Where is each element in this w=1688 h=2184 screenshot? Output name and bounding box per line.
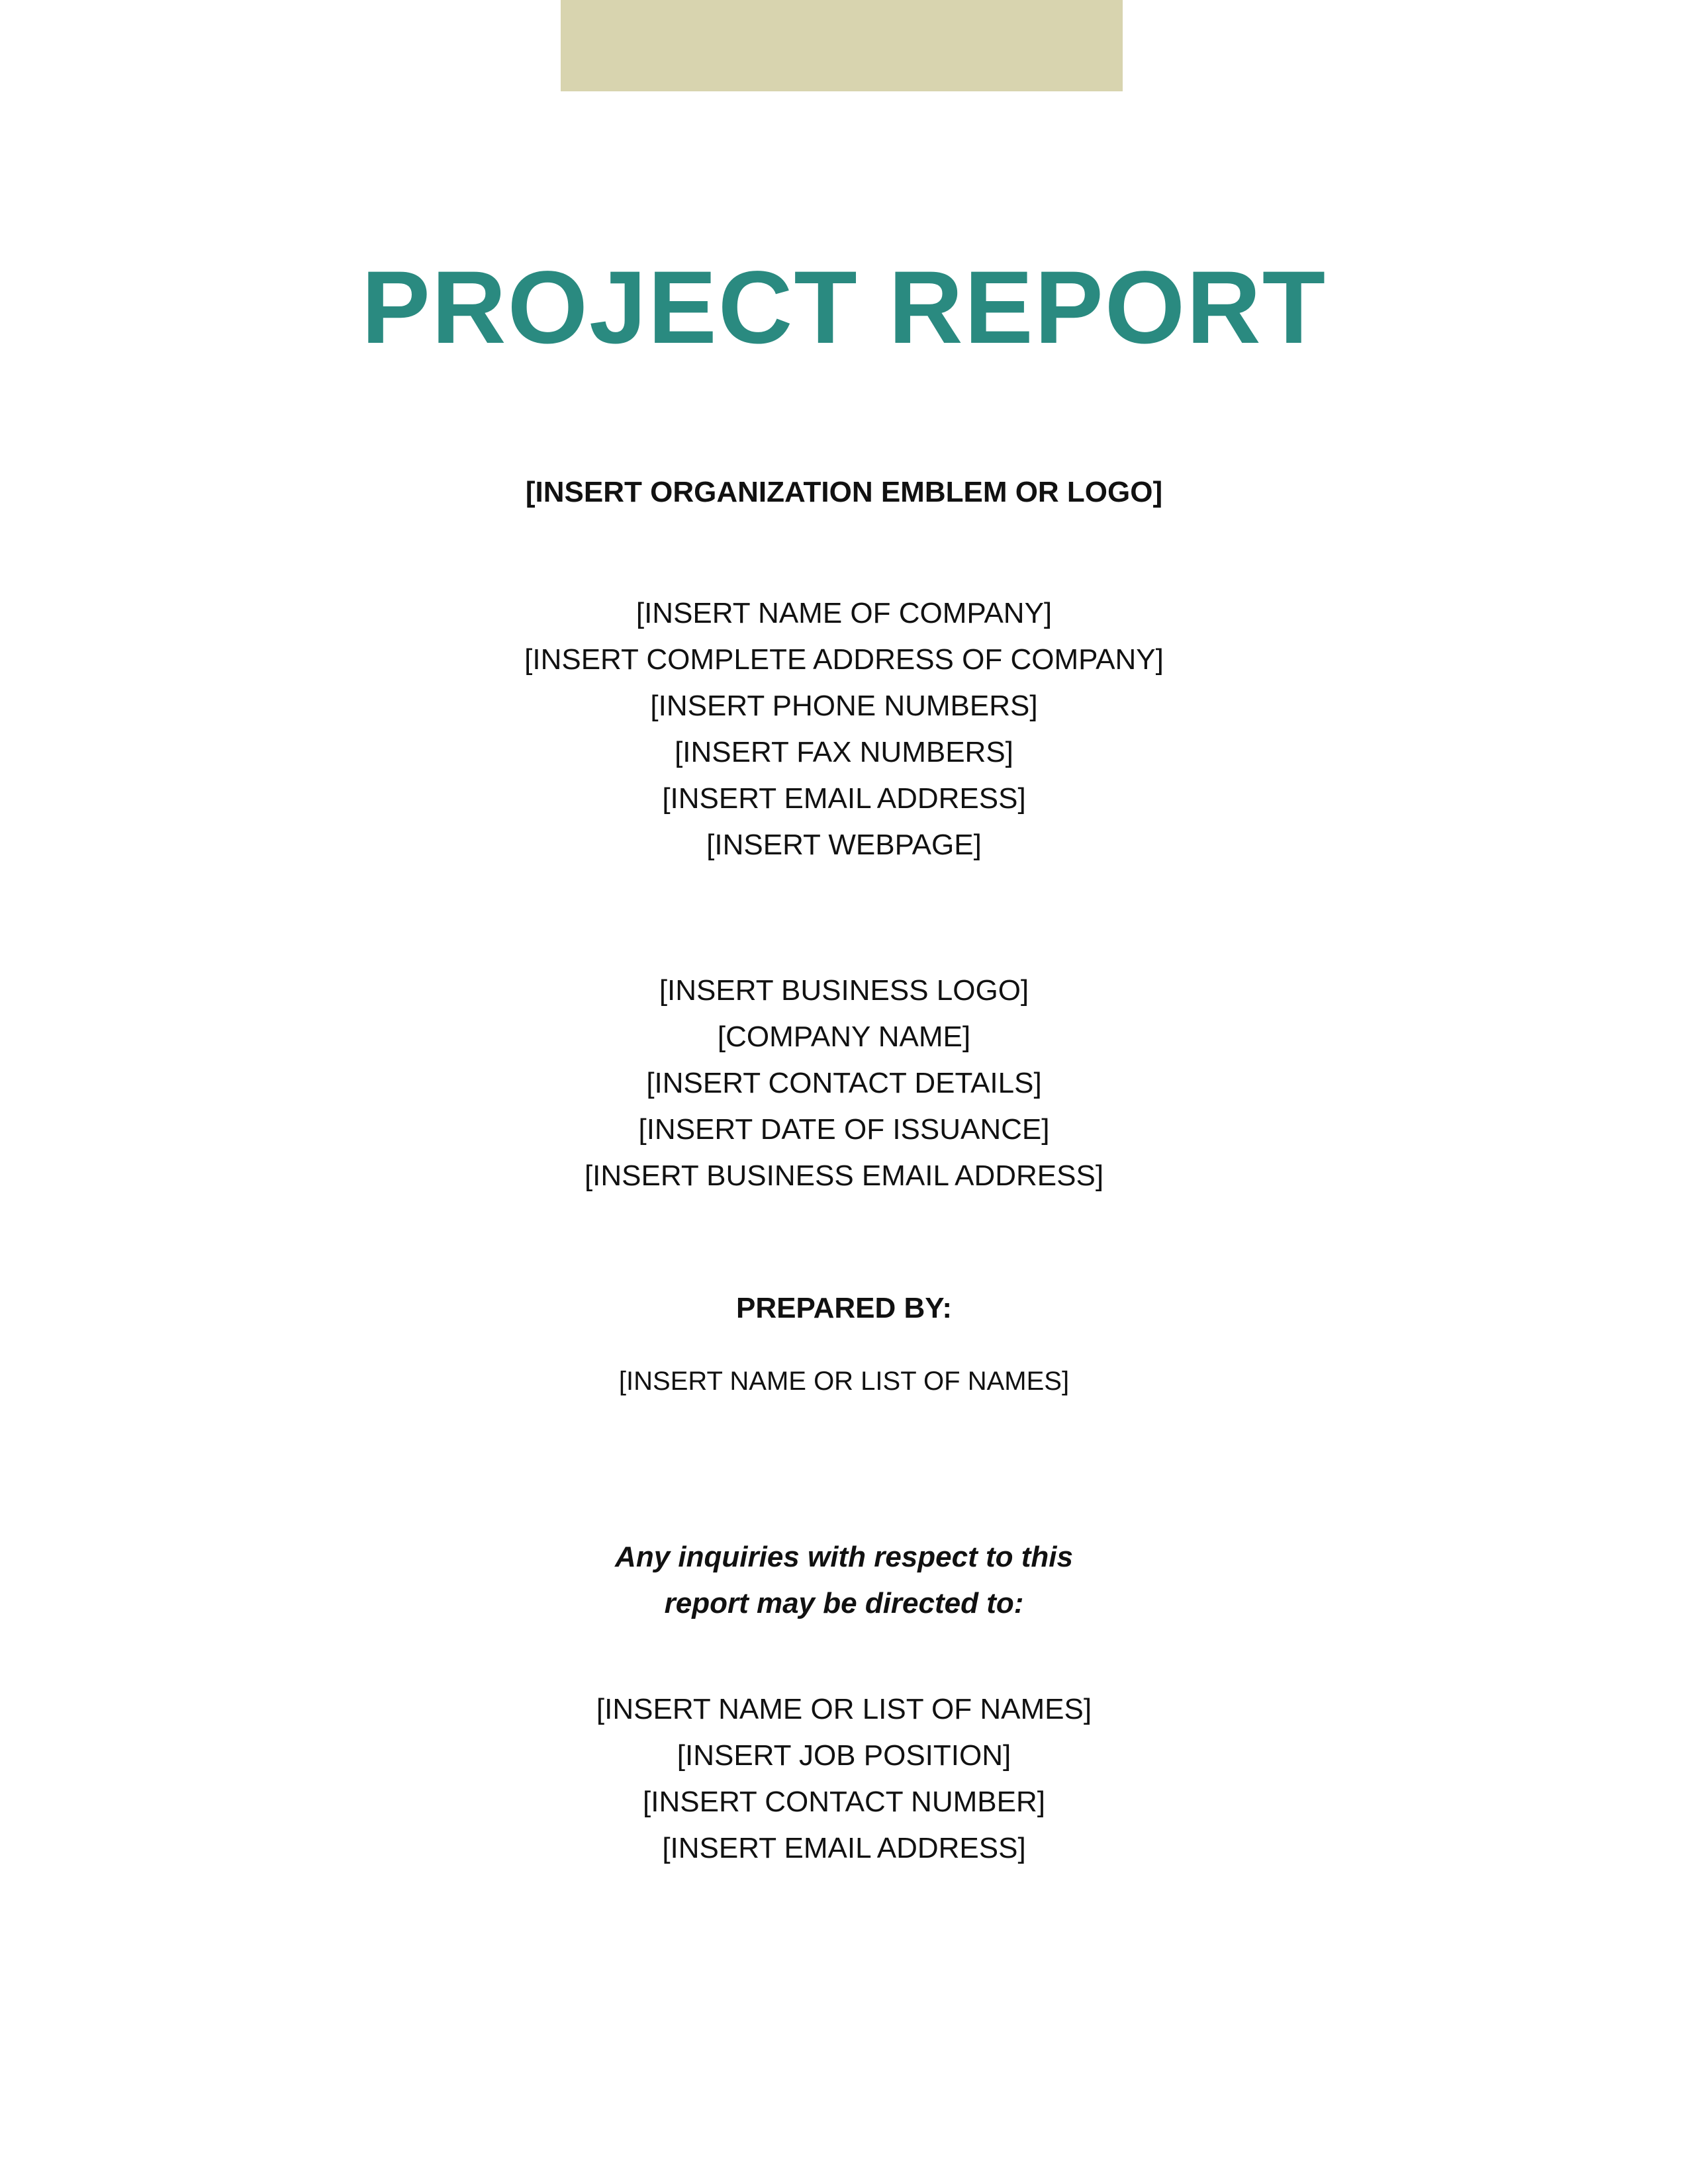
business-email-line: [INSERT BUSINESS EMAIL ADDRESS] — [584, 1160, 1104, 1192]
contact-number-line: [INSERT CONTACT NUMBER] — [643, 1786, 1045, 1818]
business-info-block — [0, 968, 1688, 1199]
business-issuance-date-line: [INSERT DATE OF ISSUANCE] — [638, 1113, 1050, 1146]
company-info-block — [0, 590, 1688, 868]
header-accent-band — [561, 0, 1123, 91]
organization-emblem-placeholder: [INSERT ORGANIZATION EMBLEM OR LOGO] — [525, 476, 1163, 508]
company-phone-line: [INSERT PHONE NUMBERS] — [650, 690, 1038, 722]
company-name-line: [INSERT NAME OF COMPANY] — [635, 597, 1053, 629]
business-contact-line: [INSERT CONTACT DETAILS] — [646, 1067, 1042, 1099]
inquiries-line-2: report may be directed to: — [664, 1587, 1024, 1619]
company-webpage-line: [INSERT WEBPAGE] — [706, 829, 982, 861]
contact-names-line: [INSERT NAME OR LIST OF NAMES] — [596, 1693, 1092, 1725]
document-title: PROJECT REPORT — [361, 250, 1327, 365]
prepared-by-names: [INSERT NAME OR LIST OF NAMES] — [618, 1367, 1070, 1396]
contact-email-line: [INSERT EMAIL ADDRESS] — [662, 1832, 1026, 1864]
prepared-by-label: PREPARED BY: — [736, 1292, 952, 1324]
inquiries-line-1: Any inquiries with respect to this — [615, 1541, 1073, 1573]
contact-info-block — [0, 1686, 1688, 1872]
company-email-line: [INSERT EMAIL ADDRESS] — [662, 782, 1026, 815]
contact-job-position-line: [INSERT JOB POSITION] — [677, 1739, 1011, 1772]
company-address-line: [INSERT COMPLETE ADDRESS OF COMPANY] — [524, 643, 1164, 676]
business-company-name-line: [COMPANY NAME] — [717, 1021, 971, 1053]
company-fax-line: [INSERT FAX NUMBERS] — [675, 736, 1013, 768]
inquiries-note — [0, 1534, 1688, 1627]
business-logo-line: [INSERT BUSINESS LOGO] — [659, 974, 1029, 1007]
